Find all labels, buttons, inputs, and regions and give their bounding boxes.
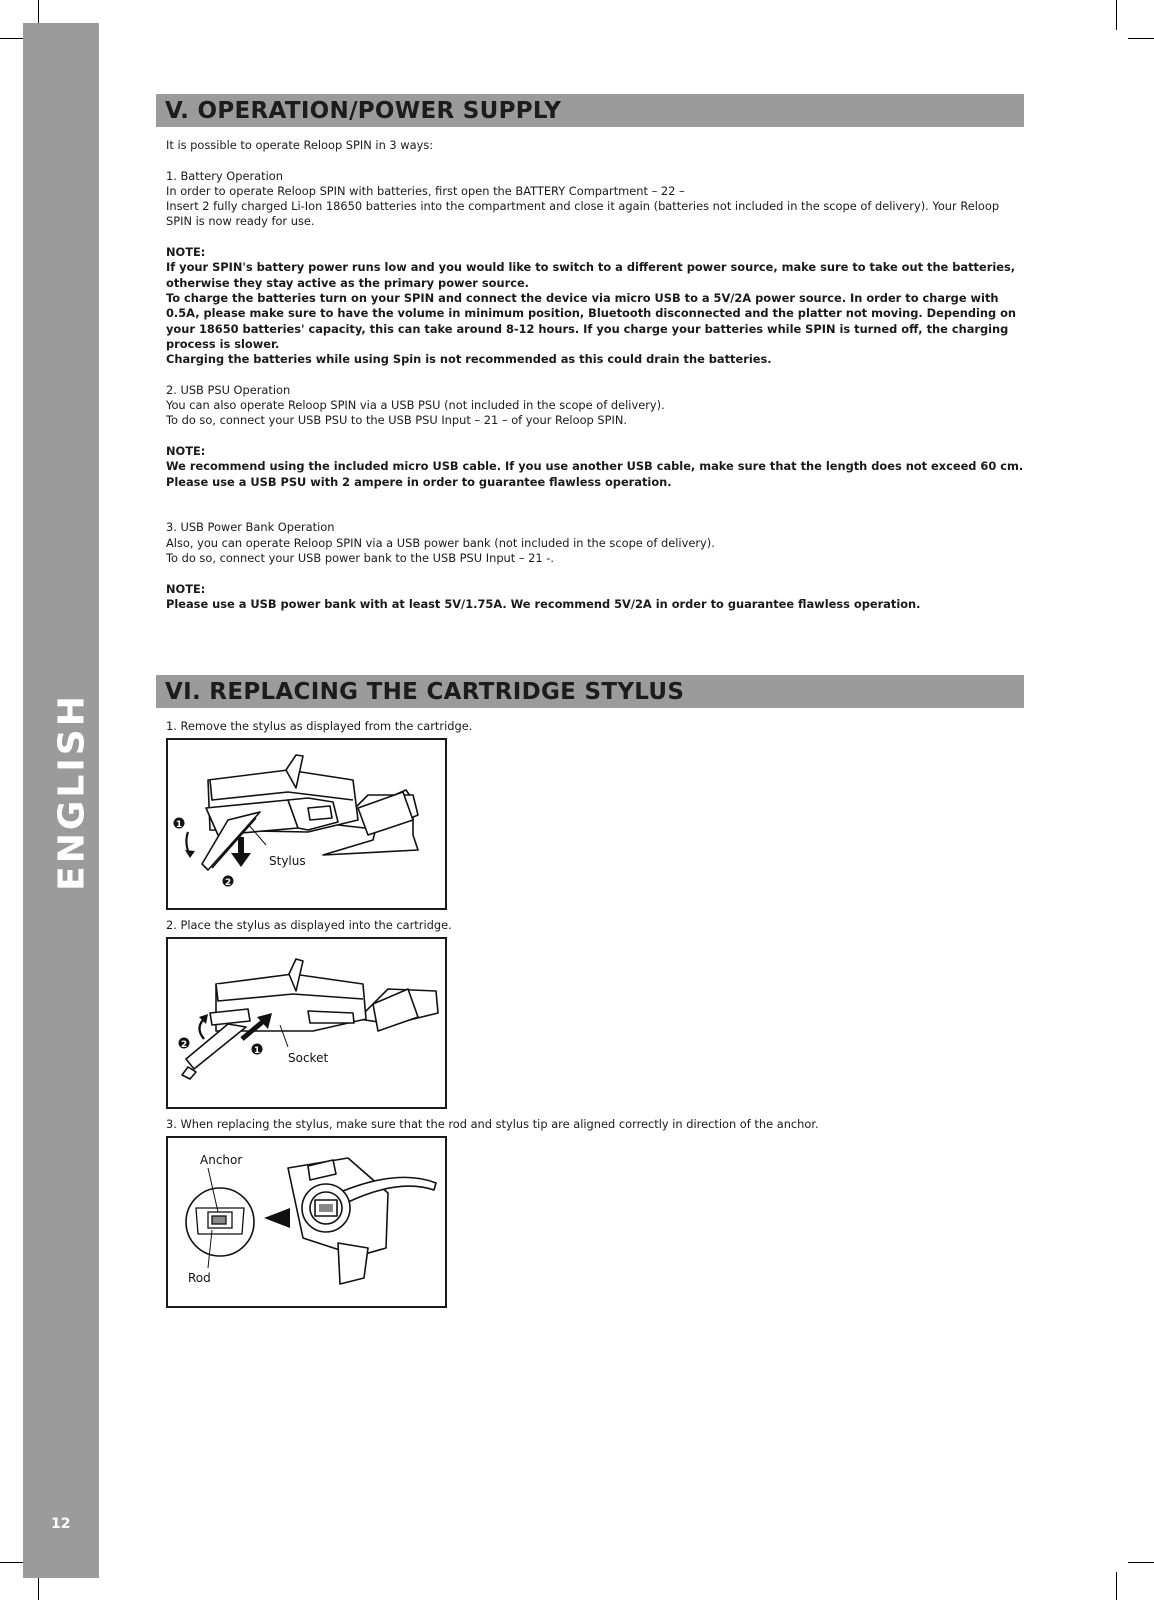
battery-note-3: Charging the batteries while using Spin is not recommended as this could drain the batteries.: [166, 352, 772, 367]
usb-psu-note-1: We recommend using the included micro USB cable. If you use another USB cable, make sure that the length does not exceed 60 cm.: [166, 459, 1024, 474]
operation-body: [166, 138, 1026, 612]
section-title: VI. REPLACING THE CARTRIDGE STYLUS: [165, 679, 685, 705]
step-2-text: 2. Place the stylus as displayed into the cartridge.: [166, 918, 452, 932]
battery-heading: 1. Battery Operation: [166, 168, 283, 183]
note-label: NOTE:: [166, 581, 206, 596]
marker-1: 1: [175, 820, 183, 830]
battery-text-1: In order to operate Reloop SPIN with batteries, first open the BATTERY Compartment – 22 –: [166, 183, 685, 198]
page-number: 12: [51, 1516, 71, 1532]
note-label: NOTE:: [166, 443, 206, 458]
power-bank-text-2: To do so, connect your USB power bank to the USB PSU Input – 21 -.: [166, 551, 555, 566]
crop-mark: [1116, 1572, 1117, 1600]
power-bank-text-1: Also, you can operate Reloop SPIN via a USB power bank (not included in the scope of delivery).: [166, 535, 715, 550]
cartridge-place-illustration: [168, 939, 445, 1107]
section-header-stylus: [156, 675, 1024, 708]
marker-2: 2: [180, 1040, 188, 1050]
socket-label: Socket: [288, 1051, 329, 1065]
usb-psu-text-1: You can also operate Reloop SPIN via a USB PSU (not included in the scope of delivery).: [166, 398, 665, 413]
rod-label: Rod: [188, 1271, 211, 1285]
cartridge-remove-illustration: [168, 740, 445, 908]
marker-1: 1: [253, 1046, 261, 1056]
crop-mark: [1128, 1562, 1154, 1563]
section-title: V. OPERATION/POWER SUPPLY: [165, 98, 562, 124]
crop-mark: [1128, 38, 1154, 39]
figure-place-stylus: [166, 937, 447, 1109]
section-header-operation: [156, 94, 1024, 127]
step-1-text: 1. Remove the stylus as displayed from the cartridge.: [166, 719, 473, 733]
battery-text-2: Insert 2 fully charged Li-Ion 18650 batteries into the compartment and close it again (batteries not included in the scope of delivery). Your Reloop SPIN is now ready for use.: [166, 199, 1000, 229]
battery-note-1: If your SPIN's battery power runs low and you would like to switch to a different power source, make sure to take out the batteries, otherwise they stay active as the primary power source.: [166, 260, 1016, 290]
figure-remove-stylus: [166, 738, 447, 910]
power-bank-note-1: Please use a USB power bank with at least 5V/1.75A. We recommend 5V/2A in order to guarantee flawless operation.: [166, 596, 921, 611]
intro-text: It is possible to operate Reloop SPIN in 3 ways:: [166, 138, 434, 152]
stylus-label: Stylus: [269, 854, 306, 868]
usb-psu-heading: 2. USB PSU Operation: [166, 382, 291, 397]
power-bank-heading: 3. USB Power Bank Operation: [166, 520, 335, 535]
sidebar-language-label: ENGLISH: [51, 693, 93, 891]
stylus-alignment-illustration: [168, 1138, 445, 1306]
battery-note-2: To charge the batteries turn on your SPIN and connect the device via micro USB to a 5V/2A power source. In order to charge with 0.5A, please make sure to have the volume in minimum position, Bluetooth disconnected and the platter not moving. Depending on your 18650 batteries' capacity, this can take around 8-12 hours. If you charge your batteries while SPIN is turned off, the charging process is slower.: [166, 290, 1017, 351]
usb-psu-note-2: Please use a USB PSU with 2 ampere in order to guarantee flawless operation.: [166, 474, 672, 489]
crop-mark: [1116, 0, 1117, 30]
figure-align-stylus: [166, 1136, 447, 1308]
note-label: NOTE:: [166, 245, 206, 260]
step-3-text: 3. When replacing the stylus, make sure that the rod and stylus tip are aligned correctly in direction of the anchor.: [166, 1117, 819, 1131]
marker-2: 2: [224, 878, 232, 888]
usb-psu-text-2: To do so, connect your USB PSU to the USB PSU Input – 21 – of your Reloop SPIN.: [166, 413, 627, 428]
anchor-label: Anchor: [200, 1153, 243, 1167]
